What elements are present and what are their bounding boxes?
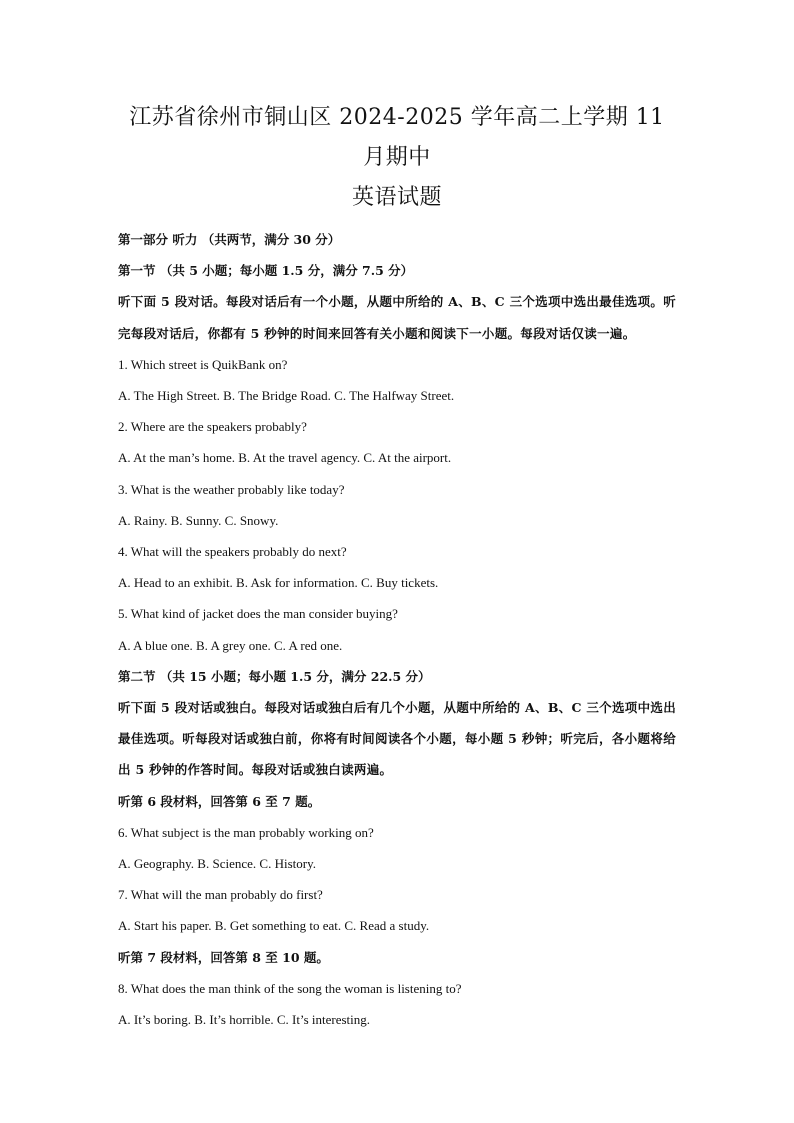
question-5: 5. What kind of jacket does the man consider buying?	[118, 606, 398, 622]
question-8: 8. What does the man think of the song the woman is listening to?	[118, 980, 462, 996]
question-1: 1. Which street is QuikBank on?	[118, 356, 288, 372]
material-6-heading: 听第 6 段材料，回答第 6 至 7 题。	[118, 793, 321, 809]
question-4-options: A. Head to an exhibit. B. Ask for information. C. Buy tickets.	[118, 575, 439, 591]
question-7: 7. What will the man probably do first?	[118, 887, 323, 903]
section2-instructions: 听下面 5 段对话或独白。每段对话或独白后有几个小题，从题中所给的 A、B、C 三个选项中选出最佳选项。听每段对话或独白前，你将有时间阅读各个小题，每小题 5 秒钟；听完后，各小题将给出 5 秒钟的作答时间。每段对话或独白读两遍。	[118, 700, 676, 778]
question-6: 6. What subject is the man probably working on?	[118, 824, 374, 840]
question-7-options: A. Start his paper. B. Get something to eat. C. Read a study.	[118, 918, 430, 934]
section2-heading: 第二节 （共 15 小题；每小题 1.5 分，满分 22.5 分）	[118, 668, 431, 684]
question-3-options: A. Rainy. B. Sunny. C. Snowy.	[118, 512, 279, 528]
section1-instructions: 听下面 5 段对话。每段对话后有一个小题，从题中所给的 A、B、C 三个选项中选出最佳选项。听完每段对话后，你都有 5 秒钟的时间来回答有关小题和阅读下一小题。每段对话仅读一遍。	[118, 294, 676, 341]
question-1-options: A. The High Street. B. The Bridge Road. C. The Halfway Street.	[118, 388, 455, 404]
part1-heading: 第一部分 听力 （共两节，满分 30 分）	[118, 232, 341, 247]
section1-heading: 第一节 （共 5 小题；每小题 1.5 分，满分 7.5 分）	[118, 263, 414, 279]
question-5-options: A. A blue one. B. A grey one. C. A red one.	[118, 637, 343, 653]
question-2-options: A. At the man’s home. B. At the travel agency. C. At the airport.	[118, 450, 452, 466]
question-4: 4. What will the speakers probably do next?	[118, 544, 347, 560]
question-3: 3. What is the weather probably like today?	[118, 481, 345, 497]
exam-subtitle: 英语试题	[351, 185, 442, 210]
question-8-options: A. It’s boring. B. It’s horrible. C. It’s interesting.	[118, 1012, 371, 1028]
question-6-options: A. Geography. B. Science. C. History.	[118, 856, 316, 872]
exam-title: 江苏省徐州市铜山区 2024-2025 学年高二上学期 11 月期中	[129, 105, 665, 170]
material-7-heading: 听第 7 段材料，回答第 8 至 10 题。	[118, 949, 329, 965]
question-2: 2. Where are the speakers probably?	[118, 419, 307, 435]
